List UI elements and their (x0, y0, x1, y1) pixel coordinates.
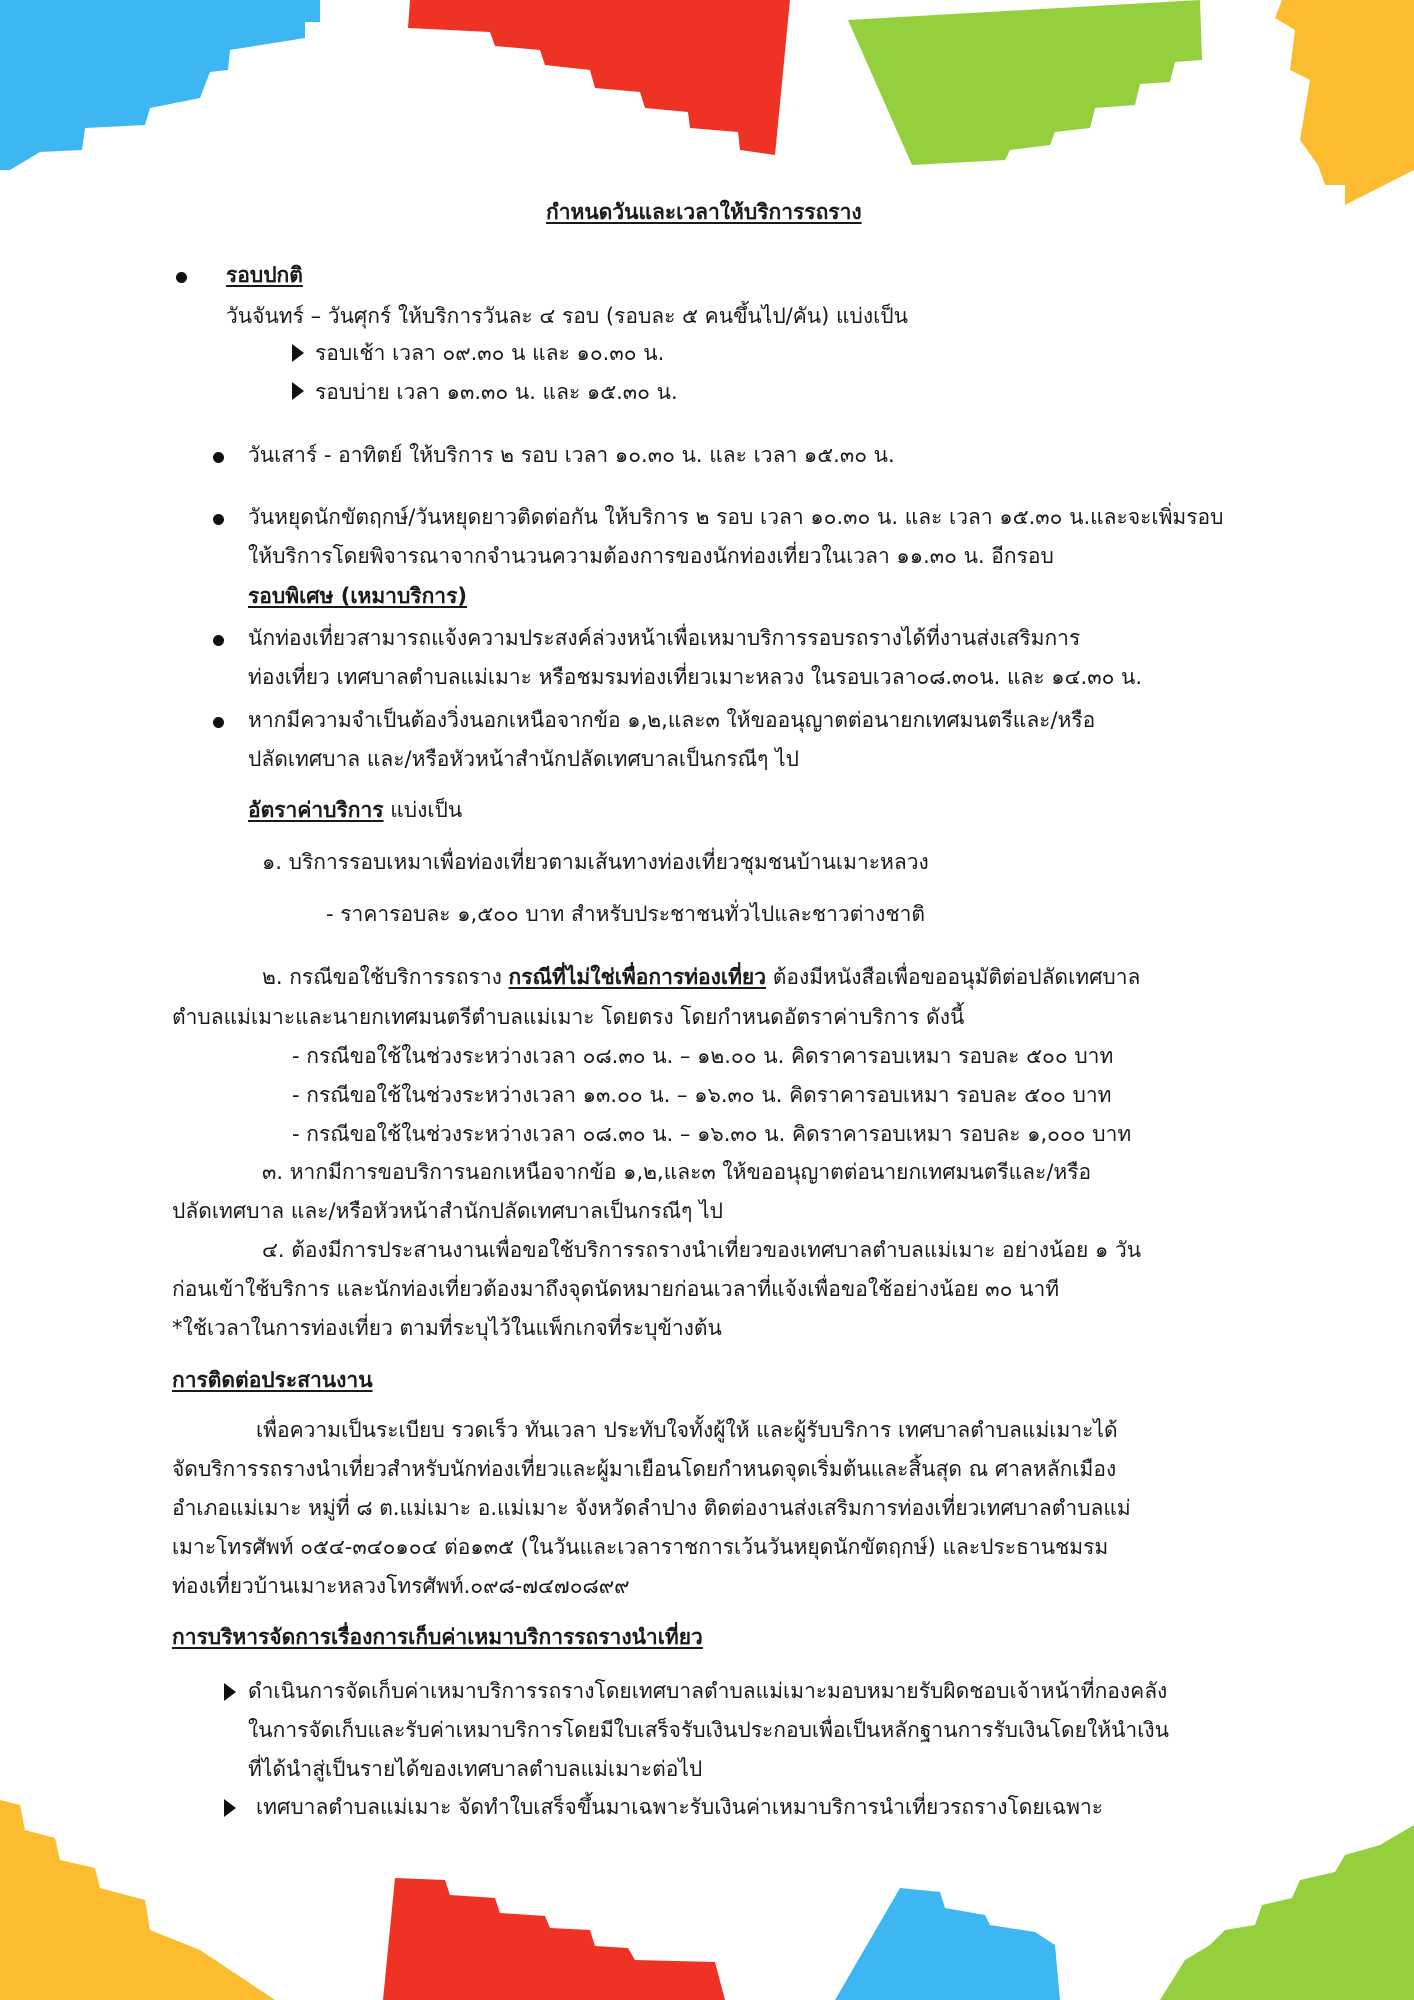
red-shape-top (408, 0, 790, 155)
management-2: เทศบาลตำบลแม่เมาะ จัดทำใบเสร็จขึ้นมาเฉพาะรับเงินค่าเหมาบริการนำเที่ยวรถรางโดยเฉพาะ (256, 1795, 1104, 1819)
blue-shape-bottom (835, 1888, 1060, 2000)
bullet-management-1 (224, 1683, 236, 1701)
management-1-2: ในการจัดเก็บและรับค่าเหมาบริการโดยมีใบเสร็จรับเงินประกอบเพื่อเป็นหลักฐานการรับเงินโดยให้นำเงิน (248, 1718, 1170, 1742)
red-shape-bottom (383, 1878, 725, 2000)
normal-weekday: วันจันทร์ – วันศุกร์ ให้บริการวันละ ๔ รอบ (รอบละ ๕ คนขึ้นไป/คัน) แบ่งเป็น (226, 304, 908, 328)
special-item1-2: ท่องเที่ยว เทศบาลตำบลแม่เมาะ หรือชมรมท่องเที่ยวเมาะหลวง ในรอบเวลา๐๘.๓๐น. และ ๑๔.๓๐ น. (248, 665, 1143, 689)
management-1-1: ดำเนินการจัดเก็บค่าเหมาบริการรถรางโดยเทศบาลตำบลแม่เมาะมอบหมายรับผิดชอบเจ้าหน้าที่กองคลัง (248, 1679, 1168, 1703)
bullet-afternoon (292, 382, 304, 400)
rate-4-1: ๔. ต้องมีการประสานงานเพื่อขอใช้บริการรถรางนำเที่ยวของเทศบาลตำบลแม่เมาะ อย่างน้อย ๑ วัน (262, 1238, 1142, 1262)
contact-p2: จัดบริการรถรางนำเที่ยวสำหรับนักท่องเที่ยวและผู้มาเยือนโดยกำหนดจุดเริ่มต้นและสิ้นสุด ณ ศาลหลักเมือง (172, 1457, 1117, 1481)
normal-heading: รอบปกติ (226, 263, 303, 287)
rate-2-a: - กรณีขอใช้ในช่วงระหว่างเวลา ๐๘.๓๐ น. – ๑๒.๐๐ น. คิดราคารอบเหมา รอบละ ๕๐๐ บาท (292, 1044, 1114, 1068)
rate-3-1: ๓. หากมีการขอบริการนอกเหนือจากข้อ ๑,๒,และ๓ ให้ขออนุญาตต่อนายกเทศมนตรีและ/หรือ (262, 1160, 1092, 1184)
rate-2-suffix: ต้องมีหนังสือเพื่อขออนุมัติต่อปลัดเทศบาล (766, 965, 1141, 989)
rates-heading: อัตราค่าบริการ (248, 798, 384, 822)
special-heading: รอบพิเศษ (เหมาบริการ) (248, 584, 467, 608)
yellow-shape-bottom-left (0, 1800, 275, 2000)
green-shape-bottom-right (1160, 1825, 1414, 2000)
bullet-normal (176, 272, 187, 283)
rate-2 (262, 965, 1140, 990)
bullet-special-1 (213, 635, 224, 646)
rates-heading-line (248, 798, 462, 823)
rate-1-price: - ราคารอบละ ๑,๕๐๐ บาท สำหรับประชาชนทั่วไปและชาวต่างชาติ (326, 902, 926, 926)
bullet-morning (292, 344, 304, 362)
rate-2-prefix: ๒. กรณีขอใช้บริการรถราง (262, 965, 509, 989)
special-item1-1: นักท่องเที่ยวสามารถแจ้งความประสงค์ล่วงหน้าเพื่อเหมาบริการรอบรถรางได้ที่งานส่งเสริมการ (248, 626, 1081, 650)
contact-heading: การติดต่อประสานงาน (172, 1368, 373, 1392)
bullet-special-2 (213, 717, 224, 728)
normal-weekend: วันเสาร์ - อาทิตย์ ให้บริการ ๒ รอบ เวลา ๑๐.๓๐ น. และ เวลา ๑๕.๓๐ น. (248, 443, 895, 467)
yellow-shape-top-right (1275, 0, 1414, 205)
normal-morning: รอบเช้า เวลา ๐๙.๓๐ น และ ๑๐.๓๐ น. (315, 341, 665, 365)
special-item2-2: ปลัดเทศบาล และ/หรือหัวหน้าสำนักปลัดเทศบาลเป็นกรณีๆ ไป (248, 747, 800, 771)
contact-p3: อำเภอแม่เมาะ หมู่ที่ ๘ ต.แม่เมาะ อ.แม่เมาะ จังหวัดลำปาง ติดต่องานส่งเสริมการท่องเที่ยวเทศบาลตำบลแม่ (172, 1496, 1131, 1520)
management-1-3: ที่ได้นำสู่เป็นรายได้ของเทศบาลตำบลแม่เมาะต่อไป (248, 1757, 703, 1781)
normal-holiday-2: ให้บริการโดยพิจารณาจากจำนวนความต้องการของนักท่องเที่ยวในเวลา ๑๑.๓๐ น. อีกรอบ (248, 544, 1054, 568)
rate-2-cont: ตำบลแม่เมาะและนายกเทศมนตรีตำบลแม่เมาะ โดยตรง โดยกำหนดอัตราค่าบริการ ดังนี้ (172, 1005, 965, 1029)
management-heading: การบริหารจัดการเรื่องการเก็บค่าเหมาบริการรถรางนำเที่ยว (172, 1625, 703, 1649)
rate-4-2: ก่อนเข้าใช้บริการ และนักท่องเที่ยวต้องมาถึงจุดนัดหมายก่อนเวลาที่แจ้งเพื่อขอใช้อย่างน้อย ๓๐ นาที (172, 1277, 1060, 1301)
blue-shape-top-left (0, 0, 320, 170)
contact-p4: เมาะโทรศัพท์ ๐๕๔-๓๔๐๑๐๔ ต่อ๑๓๕ (ในวันและเวลาราชการเว้นวันหยุดนักขัตฤกษ์) และประธานชมรม (172, 1535, 1109, 1559)
contact-p5: ท่องเที่ยวบ้านเมาะหลวงโทรศัพท์.๐๙๘-๗๔๗๐๘๙๙ (172, 1574, 630, 1598)
special-item2-1: หากมีความจำเป็นต้องวิ่งนอกเหนือจากข้อ ๑,๒,และ๓ ให้ขออนุญาตต่อนายกเทศมนตรีและ/หรือ (248, 708, 1096, 732)
bullet-holiday (213, 514, 224, 525)
page-title: กำหนดวันและเวลาให้บริการรถราง (546, 200, 862, 224)
normal-afternoon: รอบบ่าย เวลา ๑๓.๓๐ น. และ ๑๕.๓๐ น. (315, 380, 678, 404)
bullet-weekend (213, 452, 224, 463)
green-shape-top (848, 0, 1202, 165)
rate-2-b: - กรณีขอใช้ในช่วงระหว่างเวลา ๑๓.๐๐ น. – ๑๖.๓๐ น. คิดราคารอบเหมา รอบละ ๕๐๐ บาท (292, 1083, 1112, 1107)
bullet-management-2 (224, 1799, 236, 1817)
rate-1: ๑. บริการรอบเหมาเพื่อท่องเที่ยวตามเส้นทางท่องเที่ยวชุมชนบ้านเมาะหลวง (262, 850, 929, 874)
rate-3-2: ปลัดเทศบาล และ/หรือหัวหน้าสำนักปลัดเทศบาลเป็นกรณีๆ ไป (172, 1199, 724, 1223)
contact-p1: เพื่อความเป็นระเบียบ รวดเร็ว ทันเวลา ประทับใจทั้งผู้ให้ และผู้รับบริการ เทศบาลตำบลแม่เมาะได้ (256, 1418, 1118, 1442)
rates-note: *ใช้เวลาในการท่องเที่ยว ตามที่ระบุไว้ในแพ็กเกจที่ระบุข้างต้น (172, 1316, 722, 1340)
normal-holiday-1: วันหยุดนักขัตฤกษ์/วันหยุดยาวติดต่อกัน ให้บริการ ๒ รอบ เวลา ๑๐.๓๐ น. และ เวลา ๑๕.๓๐ น.และจะเพิ่มรอบ (248, 505, 1224, 529)
rate-2-c: - กรณีขอใช้ในช่วงระหว่างเวลา ๐๘.๓๐ น. – ๑๖.๓๐ น. คิดราคารอบเหมา รอบละ ๑,๐๐๐ บาท (292, 1122, 1132, 1146)
rates-heading-suffix: แบ่งเป็น (383, 798, 463, 822)
rate-2-emphasis: กรณีที่ไม่ใช่เพื่อการท่องเที่ยว (508, 965, 767, 989)
